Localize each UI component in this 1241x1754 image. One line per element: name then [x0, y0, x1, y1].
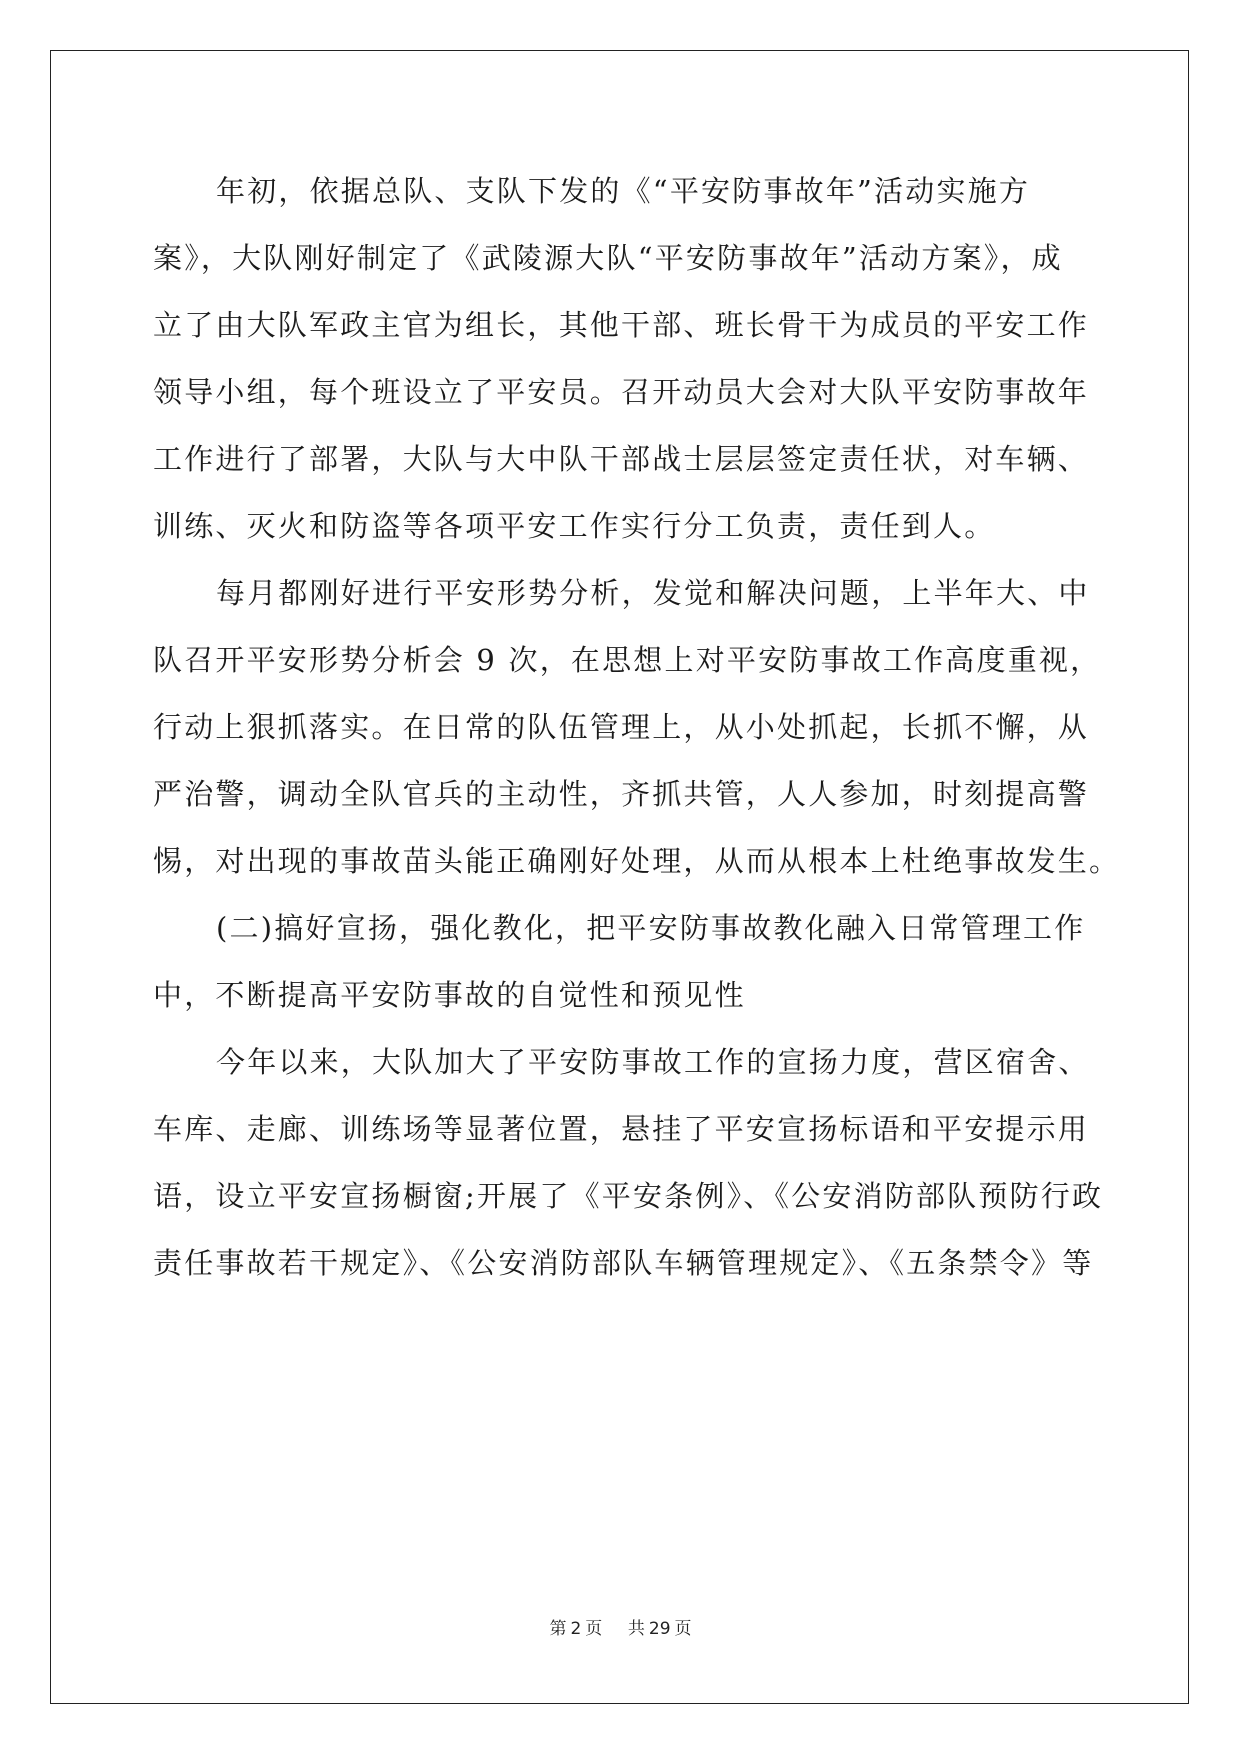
paragraph-line: 年初，依据总队、支队下发的《“平安防事故年”活动实施方 [216, 174, 1031, 208]
paragraph-line: 行动上狠抓落实。在日常的队伍管理上，从小处抓起，长抓不懈，从 [153, 710, 1090, 744]
paragraph-line: 工作进行了部署，大队与大中队干部战士层层签定责任状，对车辆、 [153, 442, 1090, 476]
paragraph-line: 严治警，调动全队官兵的主动性，齐抓共管，人人参加，时刻提高警 [153, 777, 1090, 811]
paragraph-line: 队召开平安形势分析会 9 次，在思想上对平安防事故工作高度重视， [153, 643, 1102, 677]
paragraph-line: 立了由大队军政主官为组长，其他干部、班长骨干为成员的平安工作 [153, 308, 1090, 342]
paragraph-line: 领导小组，每个班设立了平安员。召开动员大会对大队平安防事故年 [153, 375, 1090, 409]
document-body [153, 158, 1121, 1297]
paragraph-line: 今年以来，大队加大了平安防事故工作的宣扬力度，营区宿舍、 [216, 1045, 1090, 1079]
paragraph-line: 案》，大队刚好制定了《武陵源大队“平安防事故年”活动方案》，成 [153, 241, 1063, 275]
section-heading-line: 中，不断提高平安防事故的自觉性和预见性 [153, 978, 746, 1012]
paragraph-line: 每月都刚好进行平安形势分析，发觉和解决问题，上半年大、中 [216, 576, 1090, 610]
total-pages-prefix: 共 [627, 1619, 645, 1639]
paragraph-line: 语，设立平安宣扬橱窗;开展了《平安条例》、《公安消防部队预防行政 [153, 1179, 1104, 1213]
current-page-number: 2 [570, 1619, 582, 1639]
paragraph-line: 惕，对出现的事故苗头能正确刚好处理，从而从根本上杜绝事故发生。 [153, 844, 1121, 878]
page-number-suffix: 页 [585, 1619, 603, 1639]
page-number-prefix: 第 [549, 1619, 567, 1639]
paragraph-line: 训练、灭火和防盗等各项平安工作实行分工负责，责任到人。 [153, 509, 996, 543]
paragraph-line: 车库、走廊、训练场等显著位置，悬挂了平安宣扬标语和平安提示用 [153, 1112, 1090, 1146]
page-footer [0, 1614, 1241, 1639]
section-heading-line: (二)搞好宣扬，强化教化，把平安防事故教化融入日常管理工作 [216, 911, 1086, 945]
total-pages-suffix: 页 [674, 1619, 692, 1639]
total-pages-number: 29 [648, 1619, 671, 1639]
paragraph-line: 责任事故若干规定》、《公安消防部队车辆管理规定》、《五条禁令》等 [153, 1246, 1094, 1280]
